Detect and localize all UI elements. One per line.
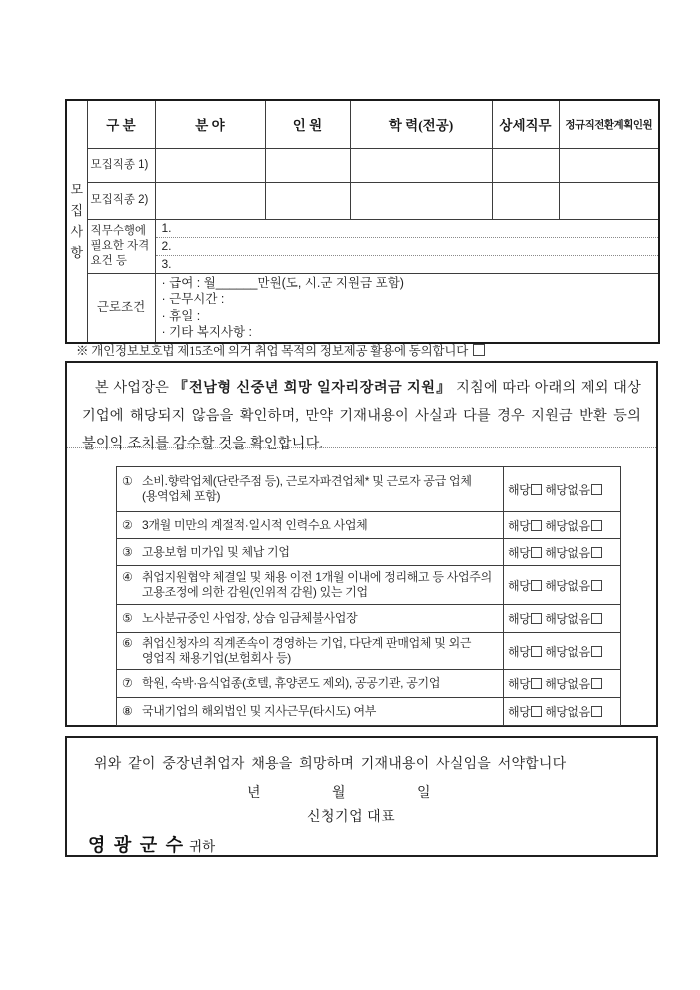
applicable-label: 해당 [508, 578, 531, 593]
checklist-row-5 [117, 605, 621, 633]
exclusion-checklist-table [116, 466, 621, 726]
work-condition-hours[interactable]: · 근무시간 : [161, 292, 225, 306]
field-cell-job2-detail[interactable] [492, 182, 559, 219]
checklist-row-6 [117, 633, 621, 670]
not-applicable-label: 해당없음 [545, 705, 590, 719]
row-label-work-conditions: 근로조건 [87, 273, 155, 343]
recruit-section-side-label [66, 100, 87, 343]
not-applicable-checkbox[interactable] [591, 484, 602, 495]
program-title: 『전남형 신중년 희망 일자리장려금 지원』 [173, 380, 452, 396]
field-cell-job2-conversion[interactable] [559, 182, 659, 219]
date-line[interactable]: 년 월 일 [247, 786, 431, 801]
field-cell-job1-headcount[interactable] [265, 148, 350, 182]
item-text: 국내기업의 해외법인 및 지사근무(타시도) 여부 [142, 704, 377, 718]
applicable-checkbox[interactable] [531, 678, 542, 689]
row-label-qualifications: 직무수행에 필요한 자격 요건 등 [87, 219, 155, 273]
status-cell [504, 539, 621, 566]
item-text: 취업신청자의 직계존속이 경영하는 기업, 다단계 판매업체 및 외근 영업직 채용기업(보험회사 등) [142, 636, 472, 665]
side-label-text: 모집사항 [70, 182, 84, 261]
recipient-name: 영 광 군 수 [88, 835, 186, 855]
status-cell [504, 670, 621, 698]
col-header-regular-conversion: 정규직전환계획인원 [559, 100, 659, 148]
not-applicable-checkbox[interactable] [591, 547, 602, 558]
not-applicable-checkbox[interactable] [591, 520, 602, 531]
recruitment-table [65, 99, 660, 344]
not-applicable-checkbox[interactable] [591, 646, 602, 657]
qualification-line-1[interactable]: 1. [156, 220, 659, 238]
not-applicable-label: 해당없음 [545, 482, 590, 497]
field-cell-job2-headcount[interactable] [265, 182, 350, 219]
work-condition-holiday[interactable]: · 휴일 : [161, 308, 201, 323]
applicable-label: 해당 [508, 705, 531, 719]
privacy-consent-text: ※ 개인정보보호법 제15조에 의거 취업 목적의 정보제공 활용에 동의합니다 [76, 344, 469, 358]
item-text: 3개월 미만의 계절적·일시적 인력수요 사업체 [142, 517, 368, 532]
not-applicable-checkbox[interactable] [591, 613, 602, 624]
applicant-representative-label[interactable]: 신청기업 대표 [307, 810, 396, 825]
not-applicable-label: 해당없음 [545, 644, 590, 659]
item-text: 학원, 숙박·음식업종(호텔, 휴양콘도 제외), 공공기관, 공기업 [142, 676, 441, 690]
recipient-honorific: 귀하 [189, 839, 216, 854]
applicable-label: 해당 [508, 644, 531, 659]
applicable-checkbox[interactable] [531, 646, 542, 657]
applicable-label: 해당 [508, 677, 531, 691]
declaration-paragraph [67, 363, 656, 458]
item-number: ② [122, 517, 133, 532]
col-header-education: 학 력(전공) [350, 100, 492, 148]
applicable-label: 해당 [508, 612, 531, 626]
applicable-label: 해당 [508, 545, 531, 560]
field-cell-job2-field[interactable] [155, 182, 265, 219]
item-number: ⑦ [122, 676, 133, 690]
applicable-checkbox[interactable] [531, 580, 542, 591]
work-conditions-cell [155, 273, 659, 343]
applicable-checkbox[interactable] [531, 484, 542, 495]
item-number: ④ [122, 570, 133, 584]
pledge-statement: 위와 같이 중장년취업자 채용을 희망하며 기재내용이 사실임을 서약합니다 [94, 757, 567, 772]
col-header-headcount: 인 원 [265, 100, 350, 148]
field-cell-job1-detail[interactable] [492, 148, 559, 182]
status-cell [504, 633, 621, 670]
not-applicable-label: 해당없음 [545, 545, 590, 560]
applicable-checkbox[interactable] [531, 706, 542, 717]
recipient-line [88, 831, 656, 857]
privacy-consent-note [76, 341, 485, 359]
item-text: 고용보험 미가입 및 체납 기업 [142, 544, 290, 559]
checklist-row-7 [117, 670, 621, 698]
field-cell-job1-education[interactable] [350, 148, 492, 182]
item-number: ③ [122, 544, 133, 559]
checklist-row-1 [117, 467, 621, 512]
field-cell-job1-field[interactable] [155, 148, 265, 182]
row-label-job-type-2: 모집직종 2) [87, 182, 155, 219]
item-number: ⑤ [122, 611, 133, 625]
not-applicable-label: 해당없음 [545, 518, 590, 533]
checklist-row-3 [117, 539, 621, 566]
work-condition-salary[interactable]: · 급여 : 월______만원(도, 시.군 지원금 포함) [161, 275, 404, 290]
status-cell [504, 566, 621, 605]
item-number: ⑧ [122, 704, 133, 718]
declaration-box [65, 361, 658, 727]
checklist-row-8 [117, 698, 621, 726]
not-applicable-label: 해당없음 [545, 612, 590, 626]
field-cell-job2-education[interactable] [350, 182, 492, 219]
applicable-checkbox[interactable] [531, 613, 542, 624]
work-condition-welfare[interactable]: · 기타 복지사항 : [161, 325, 253, 339]
dotted-divider [67, 447, 656, 448]
signature-box [65, 736, 658, 857]
checklist-row-2 [117, 512, 621, 539]
item-text: 소비.향락업체(단란주점 등), 근로자파견업체* 및 근로자 공급 업체(용역업체 포함) [142, 474, 472, 503]
status-cell [504, 512, 621, 539]
not-applicable-checkbox[interactable] [591, 580, 602, 591]
applicable-label: 해당 [508, 518, 531, 533]
field-cell-job1-conversion[interactable] [559, 148, 659, 182]
applicable-checkbox[interactable] [531, 547, 542, 558]
applicable-checkbox[interactable] [531, 520, 542, 531]
item-text: 노사분규중인 사업장, 상습 임금체불사업장 [142, 611, 358, 625]
status-cell [504, 467, 621, 512]
item-number: ① [122, 474, 133, 488]
qualification-line-3[interactable]: 3. [161, 256, 172, 271]
not-applicable-checkbox[interactable] [591, 706, 602, 717]
privacy-consent-checkbox[interactable] [473, 344, 485, 356]
declaration-suffix: 지침에 따라 아래의 제외 대상 기업에 해당되지 않음을 확인하며, 만약 기재내용이 사실과 다를 경우 지원금 반환 등의 불이익 조치를 감수할 것을 확인합니다. [82, 380, 641, 452]
qualification-line-2[interactable]: 2. [156, 238, 659, 256]
not-applicable-label: 해당없음 [545, 677, 590, 691]
col-header-field: 분 야 [155, 100, 265, 148]
col-header-job-detail: 상세직무 [492, 100, 559, 148]
not-applicable-label: 해당없음 [545, 578, 590, 593]
col-header-category: 구 분 [87, 100, 155, 148]
item-text: 취업지원협약 체결일 및 채용 이전 1개월 이내에 정리해고 등 사업주의 고용조정에 의한 감원(인위적 감원) 있는 기업 [142, 570, 492, 599]
not-applicable-checkbox[interactable] [591, 678, 602, 689]
qualification-lines-cell [155, 219, 659, 273]
checklist-row-4 [117, 566, 621, 605]
status-cell [504, 605, 621, 633]
item-number: ⑥ [122, 636, 133, 650]
status-cell [504, 698, 621, 726]
applicable-label: 해당 [508, 482, 531, 497]
row-label-job-type-1: 모집직종 1) [87, 148, 155, 182]
declaration-prefix: 본 사업장은 [95, 380, 174, 396]
